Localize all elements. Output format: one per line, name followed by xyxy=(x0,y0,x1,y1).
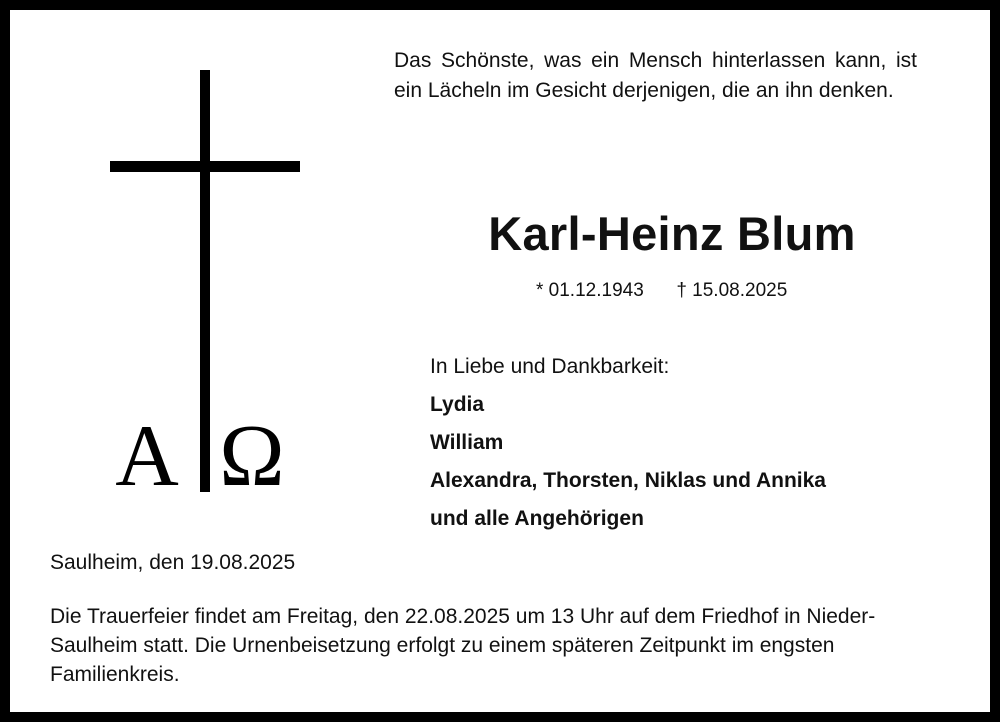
alpha-letter: A xyxy=(115,408,179,500)
death-date: † 15.08.2025 xyxy=(676,280,788,301)
mourners-list xyxy=(430,348,930,538)
birth-date: * 01.12.1943 xyxy=(536,280,644,301)
life-dates xyxy=(536,280,787,302)
mourner-name: William xyxy=(430,431,504,454)
mourner-name: und alle Angehörigen xyxy=(430,507,644,530)
deceased-name: Karl-Heinz Blum xyxy=(488,207,856,260)
cross-vertical-beam xyxy=(200,70,210,492)
cross-alpha-omega-graphic xyxy=(105,70,305,500)
cross-horizontal-beam xyxy=(110,161,300,172)
place-and-date: Saulheim, den 19.08.2025 xyxy=(50,551,296,574)
mourners-intro: In Liebe und Dankbarkeit: xyxy=(430,355,670,378)
mourner-name: Alexandra, Thorsten, Niklas und Annika xyxy=(430,469,826,492)
mourner-name: Lydia xyxy=(430,393,485,416)
memorial-quote: Das Schönste, was ein Mensch hinterlassen kann, ist ein Lächeln im Gesicht derjenigen, die an ihn denken. xyxy=(394,49,917,102)
cross-alpha-omega-icon xyxy=(105,70,305,500)
omega-letter: Ω xyxy=(219,408,285,500)
funeral-service-info: Die Trauerfeier findet am Freitag, den 22.08.2025 um 13 Uhr auf dem Friedhof in Nieder-Saulheim statt. Die Urnenbeisetzung erfolgt zu einem späteren Zeitpunkt im engsten Familienkreis. xyxy=(50,605,876,686)
